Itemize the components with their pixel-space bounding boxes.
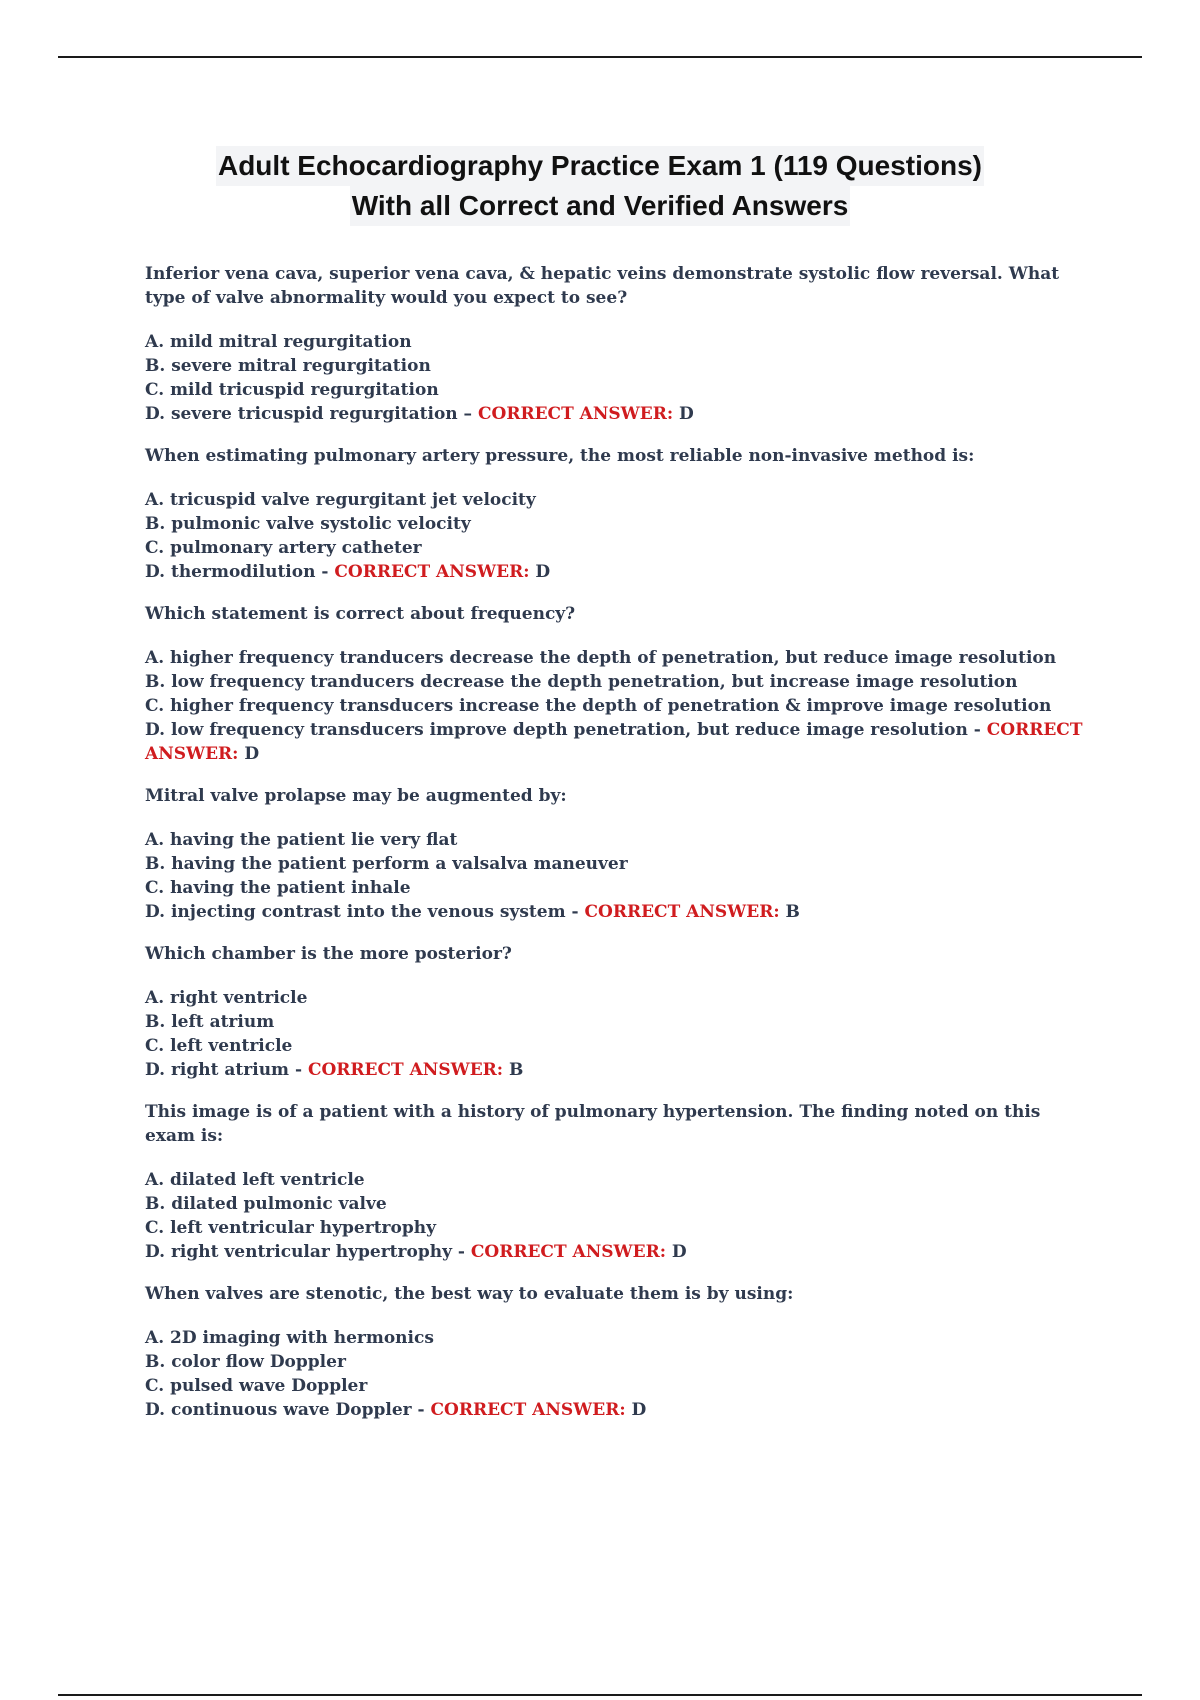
- correct-answer-letter: B: [785, 902, 800, 922]
- option-d-with-answer: [145, 1398, 1095, 1422]
- option-a: A. tricuspid valve regurgitant jet velocity: [145, 490, 536, 510]
- option-b: B. low frequency tranducers decrease the depth penetration, but increase image resolution: [145, 672, 1018, 692]
- document-title: [0, 146, 1200, 226]
- question-block-4: [145, 784, 1095, 924]
- option-b: B. severe mitral regurgitation: [145, 356, 431, 376]
- option-d: D. right ventricular hypertrophy: [145, 1242, 452, 1262]
- option-d: D. injecting contrast into the venous system: [145, 902, 566, 922]
- option-c: C. left ventricle: [145, 1036, 293, 1056]
- correct-answer-letter: D: [679, 404, 694, 424]
- answer-separator: -: [565, 902, 585, 922]
- correct-answer-label: CORRECT ANSWER:: [470, 1242, 666, 1262]
- option-a: A. mild mitral regurgitation: [145, 332, 412, 352]
- option-a: A. 2D imaging with hermonics: [145, 1328, 434, 1348]
- option-d: D. thermodilution: [145, 562, 316, 582]
- correct-answer-label: CORRECT ANSWER:: [430, 1400, 626, 1420]
- question-list: [145, 262, 1095, 1440]
- option-a: A. dilated left ventricle: [145, 1170, 365, 1190]
- answer-separator: –: [457, 404, 478, 424]
- question-block-1: [145, 262, 1095, 426]
- option-d-with-answer: [145, 402, 1095, 426]
- answer-separator: -: [451, 1242, 471, 1262]
- correct-answer-letter: D: [671, 1242, 687, 1262]
- option-b: B. having the patient perform a valsalva maneuver: [145, 854, 628, 874]
- question-block-5: [145, 942, 1095, 1082]
- question-text: This image is of a patient with a history of pulmonary hypertension. The finding noted on this exam is:: [145, 1102, 1041, 1146]
- question-block-3: [145, 602, 1095, 766]
- option-d-with-answer: [145, 560, 1095, 584]
- question-text: Which chamber is the more posterior?: [145, 944, 512, 964]
- answer-separator: -: [967, 720, 987, 740]
- title-line-1: Adult Echocardiography Practice Exam 1 (119 Questions): [216, 146, 984, 186]
- header-rule: [58, 56, 1142, 58]
- option-c: C. pulsed wave Doppler: [145, 1376, 368, 1396]
- correct-answer-label: CORRECT ANSWER:: [307, 1060, 504, 1080]
- option-c: C. mild tricuspid regurgitation: [145, 380, 439, 400]
- question-text: When estimating pulmonary artery pressure, the most reliable non-invasive method is:: [145, 446, 975, 466]
- option-d-with-answer: [145, 900, 1095, 924]
- correct-answer-letter: D: [631, 1400, 647, 1420]
- option-b: B. pulmonic valve systolic velocity: [145, 514, 471, 534]
- option-b: B. left atrium: [145, 1012, 275, 1032]
- correct-answer-letter: D: [244, 744, 260, 764]
- option-c: C. pulmonary artery catheter: [145, 538, 422, 558]
- question-block-6: [145, 1100, 1095, 1264]
- option-c: C. higher frequency transducers increase the depth of penetration & improve image resolution: [145, 696, 1052, 716]
- correct-answer-letter: B: [509, 1060, 524, 1080]
- question-text: When valves are stenotic, the best way to evaluate them is by using:: [145, 1284, 794, 1304]
- correct-answer-letter: D: [535, 562, 551, 582]
- question-text: Mitral valve prolapse may be augmented by:: [145, 786, 567, 806]
- option-a: A. having the patient lie very flat: [145, 830, 458, 850]
- question-text: Inferior vena cava, superior vena cava, & hepatic veins demonstrate systolic flow reversal. What type of valve abnormality would you expect to see?: [145, 264, 1060, 308]
- option-d: D. continuous wave Doppler: [145, 1400, 412, 1420]
- correct-answer-label: CORRECT ANSWER:: [584, 902, 780, 922]
- question-block-2: [145, 444, 1095, 584]
- option-b: B. dilated pulmonic valve: [145, 1194, 387, 1214]
- option-d-with-answer: [145, 718, 1095, 766]
- correct-answer-label: CORRECT ANSWER:: [145, 720, 1083, 764]
- option-b: B. color flow Doppler: [145, 1352, 346, 1372]
- correct-answer-label: CORRECT ANSWER:: [334, 562, 530, 582]
- option-d-with-answer: [145, 1058, 1095, 1082]
- option-c: C. having the patient inhale: [145, 878, 411, 898]
- option-a: A. higher frequency tranducers decrease the depth of penetration, but reduce image resolution: [145, 648, 1057, 668]
- option-d: D. low frequency transducers improve depth penetration, but reduce image resolution: [145, 720, 968, 740]
- option-d: D. severe tricuspid regurgitation: [145, 404, 458, 424]
- answer-separator: -: [315, 562, 335, 582]
- option-d-with-answer: [145, 1240, 1095, 1264]
- answer-separator: -: [411, 1400, 431, 1420]
- option-c: C. left ventricular hypertrophy: [145, 1218, 436, 1238]
- question-block-7: [145, 1282, 1095, 1422]
- option-d: D. right atrium: [145, 1060, 290, 1080]
- question-text: Which statement is correct about frequency?: [145, 604, 576, 624]
- correct-answer-label: CORRECT ANSWER:: [477, 404, 674, 424]
- option-a: A. right ventricle: [145, 988, 308, 1008]
- answer-separator: -: [289, 1060, 308, 1080]
- footer-rule: [58, 1694, 1142, 1696]
- title-line-2: With all Correct and Verified Answers: [350, 186, 851, 226]
